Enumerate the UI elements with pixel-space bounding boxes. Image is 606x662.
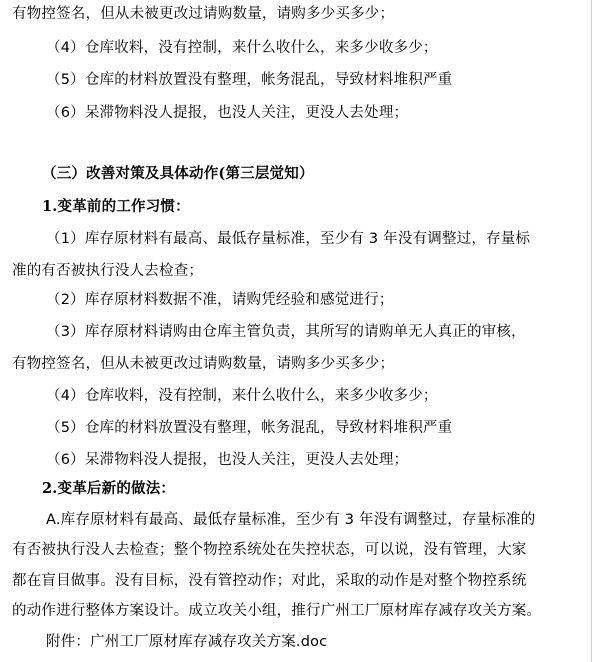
text-line: 有否被执行没人去检查；整个物控系统处在失控状态，可以说，没有管理，大家 [12, 542, 527, 558]
section-heading: （三）改善对策及具体动作(第三层觉知） [42, 165, 314, 182]
list-item: （5）仓库的材料放置没有整理，帐务混乱，导致材料堆积严重 [46, 72, 453, 88]
text-line: A.库存原材料有最高、最低存量标准，至少有 3 年没有调整过，存量标准的 [46, 512, 536, 528]
text-line: 有物控签名，但从未被更改过请购数量，请购多少买多少； [12, 356, 395, 372]
text-line: 都在盲目做事。没有目标，没有管控动作；对此，采取的动作是对整个物控系统 [12, 573, 527, 589]
text-line: 准的有否被执行没人去检查； [12, 263, 204, 279]
list-item: （6）呆滞物料没人提报，也没人关注，更没人去处理； [46, 105, 409, 121]
list-item: （5）仓库的材料放置没有整理，帐务混乱，导致材料堆积严重 [46, 420, 453, 436]
page-edge [591, 0, 606, 662]
sub-heading: 1.变革前的工作习惯： [42, 198, 190, 215]
list-item: （6）呆滞物料没人提报，也没人关注，更没人去处理； [46, 452, 409, 468]
list-item: （2）库存原材料数据不准，请购凭经验和感觉进行； [46, 292, 394, 308]
list-item: （4）仓库收料，没有控制，来什么收什么，来多少收多少； [46, 388, 438, 404]
list-item: （4）仓库收料，没有控制，来什么收什么，来多少收多少； [46, 40, 438, 56]
list-item: （1）库存原材料有最高、最低存量标准，至少有 3 年没有调整过，存量标 [46, 231, 531, 247]
list-item: （3）库存原材料请购由仓库主管负责，其所写的请购单无人真正的审核， [46, 324, 526, 340]
text-line: 有物控签名，但从未被更改过请购数量，请购多少买多少； [12, 6, 395, 22]
attachment-link[interactable]: 附件：广州工厂原材库存减存攻关方案.doc [46, 634, 328, 650]
sub-heading: 2.变革后新的做法： [42, 480, 176, 497]
text-line: 的动作进行整体方案设计。成立攻关小组，推行广州工厂原材库存减存攻关方案。 [12, 603, 542, 619]
